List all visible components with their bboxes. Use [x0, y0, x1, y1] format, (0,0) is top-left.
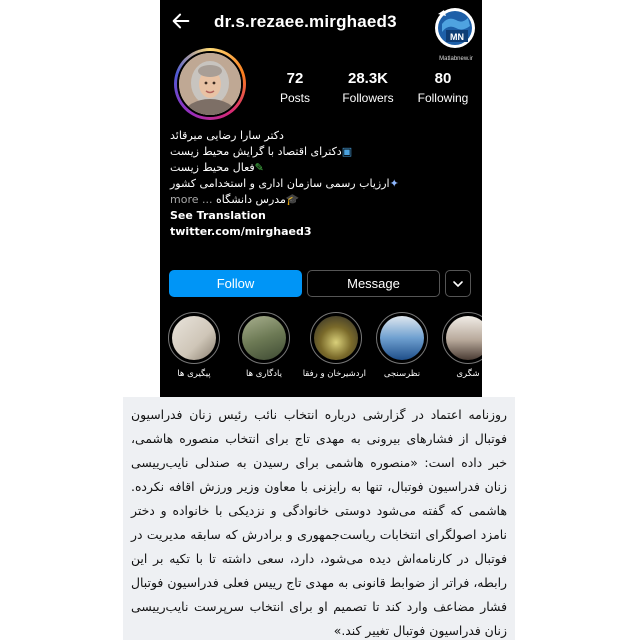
stat-posts[interactable] [260, 70, 330, 105]
chevron-down-icon [452, 278, 464, 290]
info-emoji-icon: ▣ [341, 145, 353, 158]
svg-text:MN: MN [450, 32, 464, 42]
profile-bio [170, 128, 470, 240]
highlight-4-cover [376, 312, 428, 364]
highlight-3-cover [310, 312, 362, 364]
highlight-1-label: پیگیری ها [177, 369, 211, 379]
bio-line-3 [170, 176, 470, 192]
article-paragraph: روزنامه اعتماد در گزارشی درباره انتخاب نائب رئیس زنان فدراسیون فوتبال از فشارهای بیرونی به مهدی تاج برای انتخاب منصوره هاشمی، خبر داده است: «منصوره هاشمی برای رسیدن به صندلی نایب‌رییسی زنان فدراسیون فوتبال، تنها به رایزنی با معاون وزیر ورزش اقافه نکرده. هاشمی که گفته می‌شود دوستی خانوادگی و نزدیکی با خانواده و دختر نامزد اصولگرای انتخابات ریاست‌جمهوری و برادرش که سابقه مدیریت در فوتبال در کارنامه‌اش دیده می‌شود، دارد، سعی داشته تا با تکیه بر این رابطه، فراتر از ضوابط قانونی به مهدی تاج رییس فعلی فدراسیون فوتبال فشار مضاعف وارد کند تا تصمیم او برای انتخاب سرپرست نایب‌رییسی زنان فدراسیون فوتبال تغییر کند.» [131, 407, 507, 638]
stat-following-label: Following [417, 91, 469, 105]
bio-line-4[interactable] [170, 192, 470, 208]
bio-line-2-text: فعال محیط زیست [170, 161, 255, 174]
story-ring[interactable] [174, 48, 246, 120]
stat-followers-label: Followers [342, 91, 394, 105]
instagram-profile-screen [160, 0, 482, 397]
highlight-1-cover [168, 312, 220, 364]
bio-external-link[interactable]: twitter.com/mirghaed3 [170, 225, 312, 238]
news-article-text [123, 397, 515, 640]
stat-followers-value: 28.3K [347, 70, 389, 87]
see-translation-link[interactable]: See Translation [170, 209, 266, 222]
profile-avatar[interactable] [177, 51, 243, 117]
suggested-dropdown-button[interactable] [445, 270, 471, 297]
back-arrow-icon[interactable] [170, 10, 192, 32]
grad-cap-emoji-icon: 🎓 [285, 193, 300, 206]
bio-line-2 [170, 160, 470, 176]
highlight-2-label: یادگاری ها [246, 369, 282, 379]
stat-following-value: 80 [434, 70, 452, 87]
site-watermark [432, 4, 478, 66]
stat-following[interactable] [408, 70, 478, 105]
highlight-3-label: اردشیرخان و رفقا [302, 369, 366, 379]
highlight-3[interactable] [302, 312, 366, 379]
star-emoji-icon: ✦ [389, 177, 399, 190]
highlight-5-cover [442, 312, 482, 364]
watermark-text: Matlabnew.ir [439, 56, 473, 62]
highlight-2[interactable] [234, 312, 294, 379]
stat-followers[interactable] [333, 70, 403, 105]
stat-posts-value: 72 [286, 70, 304, 87]
bio-line-4-text: مدرس دانشگاه [216, 193, 286, 206]
bio-more-link[interactable]: ... more [170, 193, 213, 206]
highlight-4-label: نظرسنجی [383, 369, 421, 379]
bio-name: دکتر سارا رضایی میرقائد [170, 129, 284, 142]
matlabnew-logo-icon [432, 4, 478, 54]
highlight-5[interactable] [438, 312, 482, 379]
highlight-4[interactable] [372, 312, 432, 379]
bio-line-1 [170, 144, 470, 160]
seedling-emoji-icon: ✎ [254, 161, 264, 174]
highlight-2-cover [238, 312, 290, 364]
stat-posts-label: Posts [279, 91, 310, 105]
bio-line-3-text: ارزیاب رسمی سازمان اداری و استخدامی کشور [170, 177, 390, 190]
highlight-5-label: شگری [456, 369, 480, 379]
message-button[interactable]: Message [307, 270, 440, 297]
highlight-1[interactable] [164, 312, 224, 379]
bio-line-1-text: دکترای اقتصاد با گرایش محیط زیست [170, 145, 342, 158]
avatar-portrait-icon [179, 53, 241, 115]
follow-button[interactable]: Follow [169, 270, 302, 297]
profile-stats [260, 70, 482, 110]
profile-username: dr.s.rezaee.mirghaed3 [214, 12, 397, 31]
